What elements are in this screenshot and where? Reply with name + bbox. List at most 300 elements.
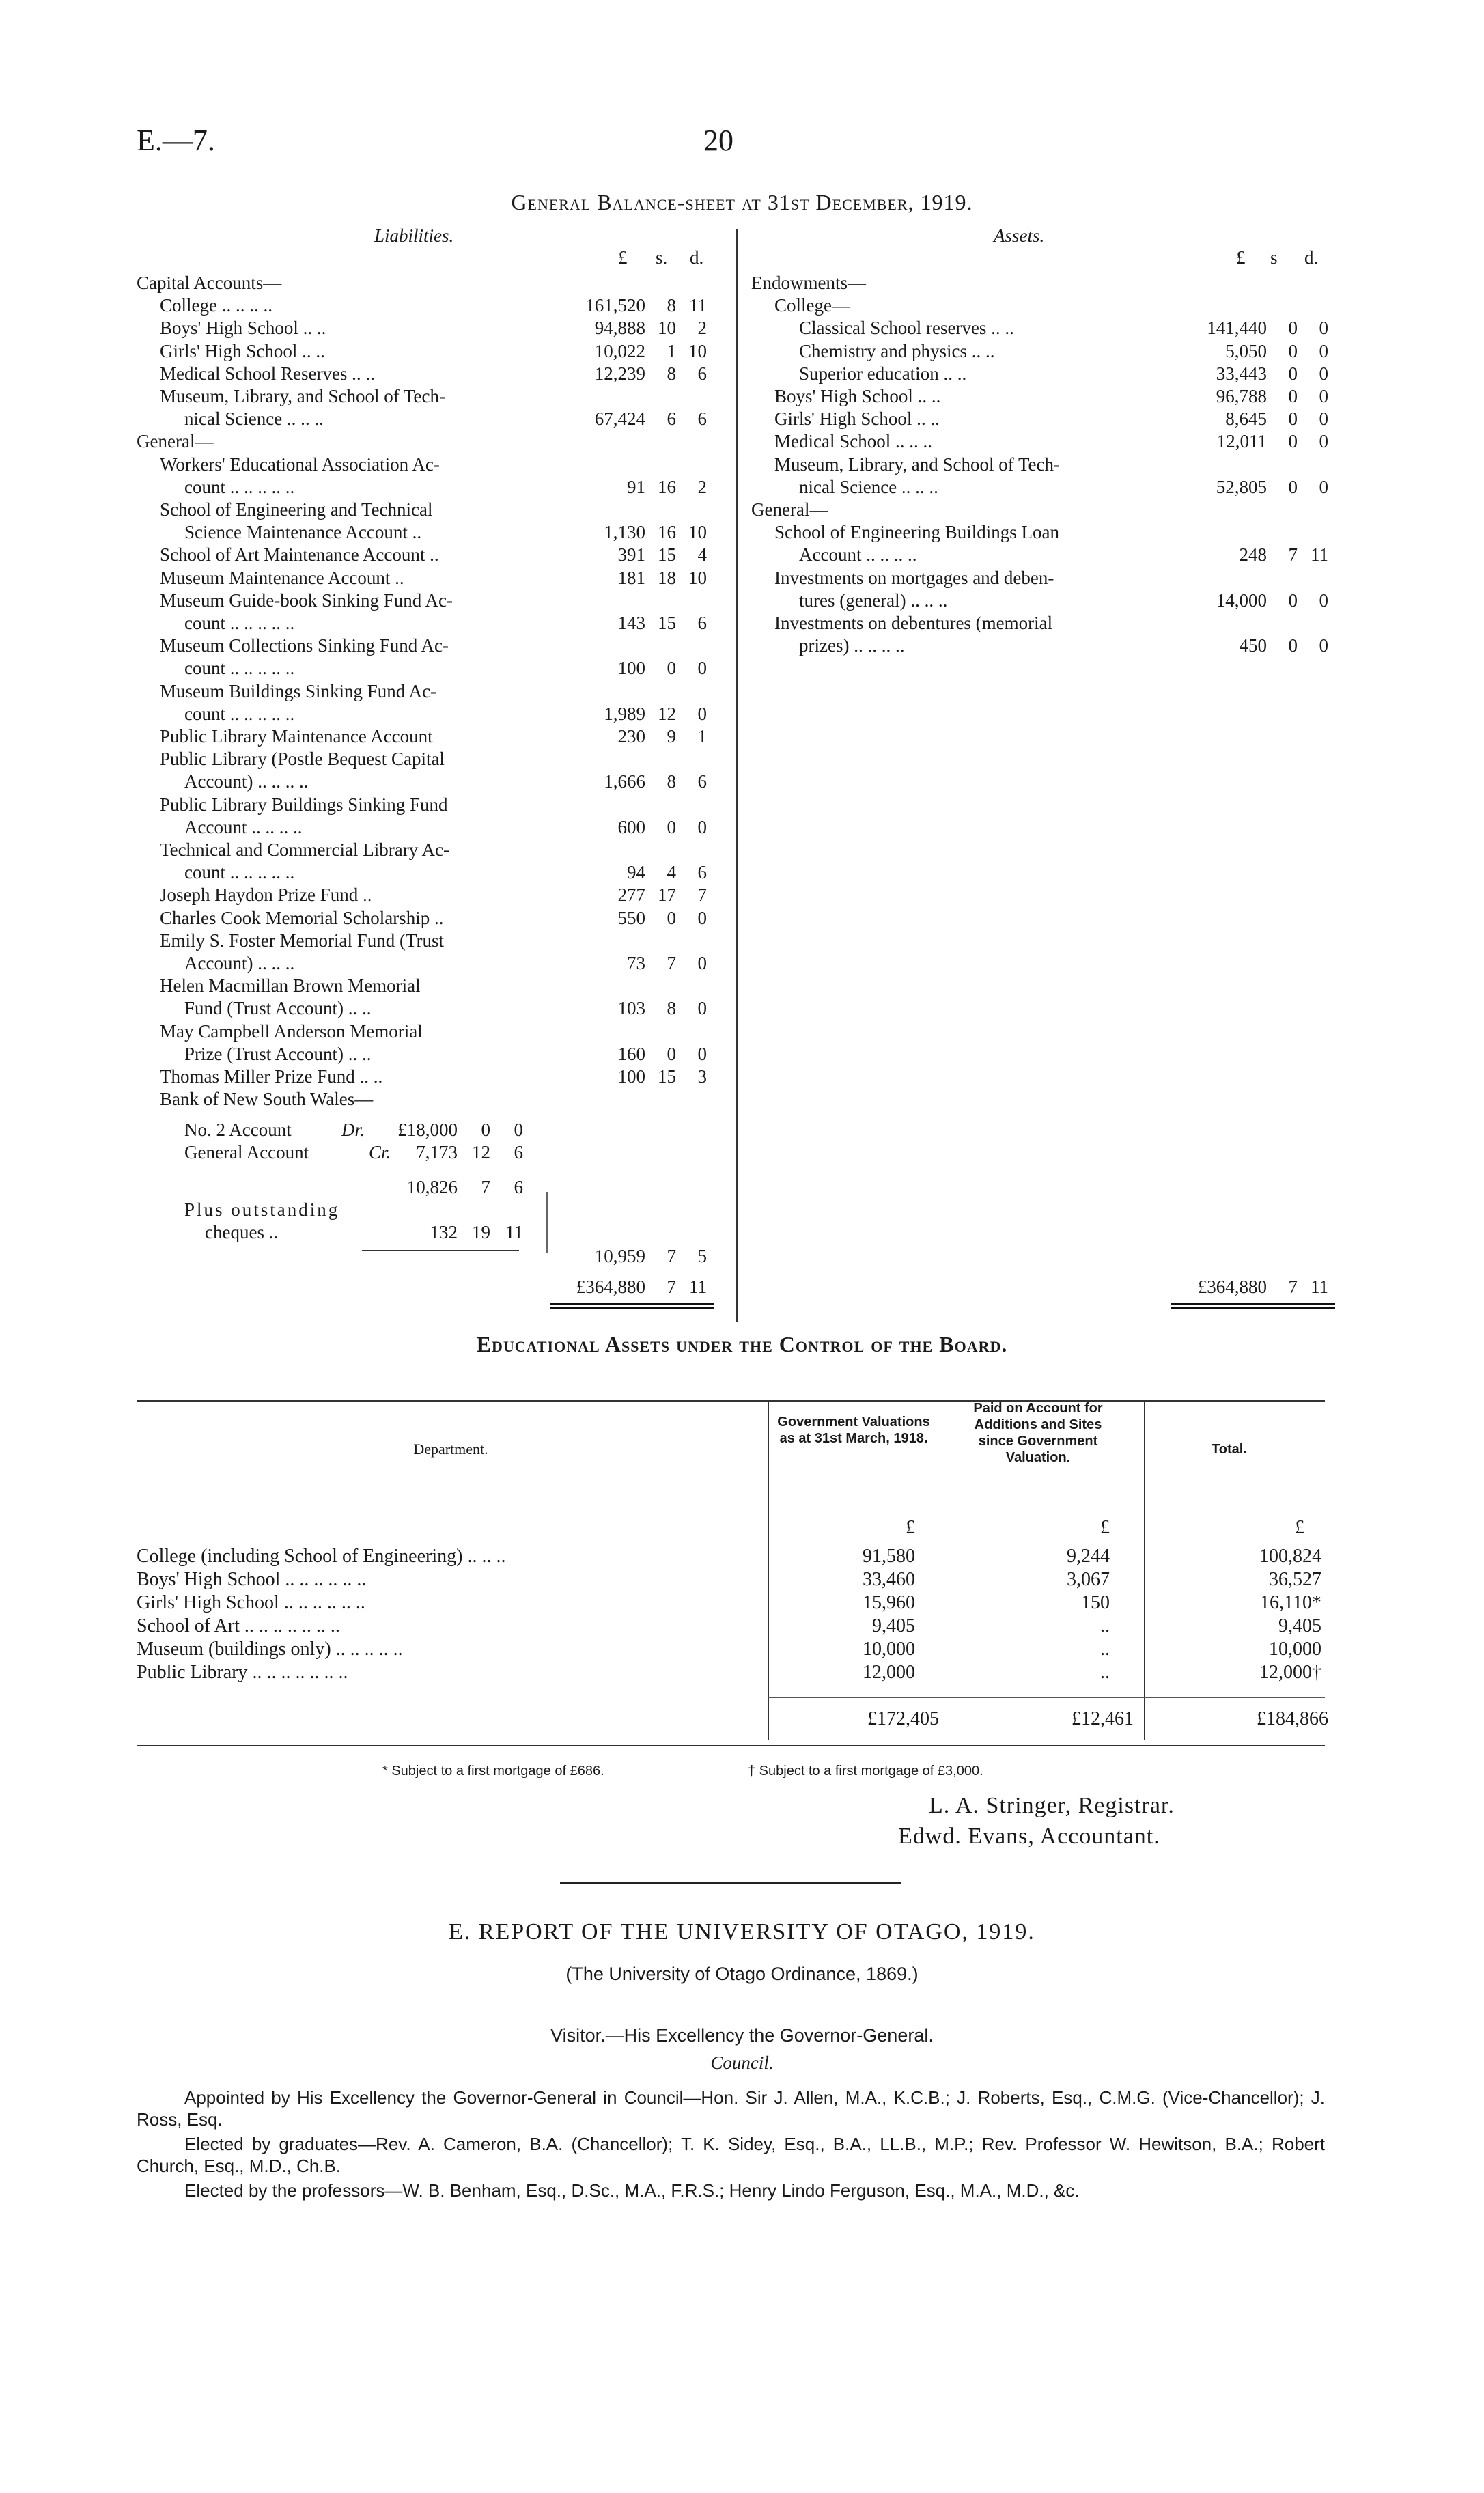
- edu-department: College (including School of Engineering) .. .. ..: [137, 1546, 506, 1567]
- liab-pence-head: d.: [690, 247, 704, 268]
- liability-label: Public Library Maintenance Account: [160, 726, 433, 747]
- edu-paid-on-account: ..: [1100, 1615, 1110, 1637]
- edu-table-row: [137, 1638, 1325, 1661]
- registrar-signature: L. A. Stringer, Registrar.: [929, 1793, 1175, 1818]
- edu-footnote-2: † Subject to a first mortgage of £3,000.: [748, 1764, 983, 1779]
- liability-pence: 6: [697, 862, 707, 883]
- liability-row: [137, 430, 717, 453]
- edu-total: 100,824: [1259, 1546, 1321, 1567]
- liability-pounds: 91: [627, 476, 645, 497]
- liability-row: [137, 544, 717, 566]
- liability-row: [137, 680, 717, 703]
- asset-row: [751, 454, 1339, 476]
- liability-pence: 3: [697, 1066, 707, 1087]
- liability-label: General—: [137, 431, 214, 452]
- liability-label: nical Science .. .. ..: [184, 408, 324, 430]
- bank-net-pounds: 10,959: [594, 1246, 645, 1266]
- asset-label: Boys' High School .. ..: [774, 386, 941, 406]
- asset-shillings: 0: [1288, 476, 1298, 497]
- liability-shillings: 0: [667, 816, 676, 837]
- asset-label: Superior education .. ..: [799, 363, 967, 384]
- edu-currency-paid: £: [1100, 1517, 1110, 1538]
- liability-pounds: 67,424: [594, 408, 645, 430]
- asset-pence: 0: [1319, 318, 1328, 339]
- asset-pence: 11: [1311, 544, 1328, 566]
- liability-pence: 10: [688, 567, 707, 588]
- asset-pence: 0: [1319, 635, 1328, 656]
- asset-pounds: 248: [1239, 544, 1267, 566]
- liability-pence: 10: [688, 522, 707, 543]
- liability-pounds: 161,520: [585, 295, 645, 316]
- liability-row: [137, 635, 717, 657]
- liability-shillings: 15: [658, 613, 676, 633]
- edu-table-row: [137, 1545, 1325, 1568]
- liability-label: Public Library Buildings Sinking Fund: [160, 794, 448, 815]
- liability-label: count .. .. .. .. ..: [184, 862, 295, 883]
- liability-pence: 10: [688, 340, 707, 361]
- asset-row: [751, 363, 1339, 385]
- liability-row: [137, 861, 717, 884]
- liability-shillings: 9: [667, 726, 676, 747]
- liability-row: [137, 997, 717, 1020]
- liability-pounds: 1,989: [604, 703, 645, 724]
- liability-shillings: 8: [667, 363, 676, 384]
- liability-row: [137, 748, 717, 770]
- cheques-label: cheques ..: [205, 1222, 279, 1242]
- asset-label: Investments on debentures (memorial: [774, 613, 1053, 633]
- asset-pounds: 14,000: [1216, 589, 1267, 611]
- liability-pounds: 94,888: [594, 318, 645, 339]
- asset-pence: 0: [1319, 476, 1328, 497]
- bank-account-no2-label: No. 2 Account: [184, 1119, 292, 1140]
- liability-pence: 7: [697, 885, 707, 906]
- edu-department: Public Library .. .. .. .. .. .. ..: [137, 1662, 348, 1683]
- asset-row: [751, 476, 1339, 499]
- bank-account-no2-shillings: 0: [481, 1119, 490, 1140]
- asset-label: prizes) .. .. .. ..: [799, 635, 905, 656]
- balance-sheet-title: General Balance-sheet at 31st December, 1919.: [511, 190, 973, 214]
- edu-table-row: [137, 1661, 1325, 1684]
- asset-label: Medical School .. .. ..: [774, 431, 932, 452]
- liability-pounds: 73: [627, 953, 645, 973]
- liability-label: Public Library (Postle Bequest Capital: [160, 749, 445, 770]
- bank-general-account-label: General Account: [184, 1142, 309, 1162]
- asset-pounds: 141,440: [1207, 318, 1267, 339]
- liability-pounds: 600: [617, 816, 645, 837]
- liability-pence: 1: [697, 726, 707, 747]
- bank-general-account-side: Cr.: [369, 1142, 391, 1162]
- liability-label: School of Art Maintenance Account ..: [160, 544, 439, 566]
- cheques-row: [205, 1221, 540, 1244]
- report-code: E.—7.: [137, 124, 215, 157]
- liability-shillings: 15: [658, 544, 676, 566]
- bank-account-no2-side: Dr.: [341, 1119, 365, 1140]
- liability-label: count .. .. .. .. ..: [184, 613, 295, 633]
- asset-shillings: 7: [1288, 544, 1298, 566]
- asset-label: School of Engineering Buildings Loan: [774, 522, 1059, 543]
- liability-row: [137, 363, 717, 385]
- liability-pounds: 181: [617, 567, 645, 588]
- liab-pounds-head: £: [618, 247, 628, 268]
- liability-label: Thomas Miller Prize Fund .. ..: [160, 1066, 383, 1087]
- liability-row: [137, 294, 717, 317]
- liability-pence: 4: [697, 544, 707, 566]
- accountant-signature: Edwd. Evans, Accountant.: [898, 1824, 1160, 1849]
- liability-shillings: 8: [667, 771, 676, 792]
- asset-pounds: 450: [1239, 635, 1267, 656]
- liability-shillings: 7: [667, 953, 676, 973]
- edu-table-bottom-rule: [137, 1745, 1325, 1746]
- edu-header-gov: Government Valuations as at 31st March, 1918.: [777, 1415, 930, 1446]
- liability-label: Museum Maintenance Account ..: [160, 567, 404, 588]
- asset-row: [751, 408, 1339, 430]
- liability-label: Capital Accounts—: [137, 273, 282, 293]
- liability-label: Prize (Trust Account) .. ..: [184, 1043, 372, 1064]
- edu-total: 9,405: [1278, 1615, 1321, 1637]
- liability-row: [137, 703, 717, 725]
- asset-pounds: 5,050: [1225, 340, 1267, 361]
- liability-shillings: 8: [667, 998, 676, 1019]
- cheques-pence: 11: [505, 1222, 523, 1242]
- liability-row: [137, 612, 717, 635]
- liability-pence: 0: [697, 907, 707, 928]
- liability-row: [137, 317, 717, 339]
- liability-label: Technical and Commercial Library Ac-: [160, 839, 449, 860]
- plus-outstanding-label: Plus outstanding: [184, 1199, 340, 1220]
- liability-row: [137, 272, 717, 294]
- liability-shillings: 15: [658, 1066, 676, 1087]
- section-divider: [560, 1882, 901, 1884]
- liability-pence: 6: [697, 363, 707, 384]
- bank-net-pence: 5: [697, 1246, 707, 1266]
- liability-pence: 0: [697, 703, 707, 724]
- liability-pence: 6: [697, 771, 707, 792]
- asset-row: [751, 340, 1339, 363]
- asset-pence: 0: [1319, 431, 1328, 452]
- asset-pounds: 96,788: [1216, 386, 1267, 406]
- council-graduates-paragraph: Elected by graduates—Rev. A. Cameron, B.A. (Chancellor); T. K. Sidey, Esq., B.A., LL.B., M.P.; Rev. Professor W. Hewitson, B.A.; Robert Church, Esq., M.D., Ch.B.: [137, 2134, 1325, 2176]
- bank-subtotal-pence: 6: [514, 1177, 523, 1197]
- liability-shillings: 4: [667, 862, 676, 883]
- asset-label: Chemistry and physics .. ..: [799, 340, 995, 361]
- liability-pounds: 12,239: [594, 363, 645, 384]
- liability-label: School of Engineering and Technical: [160, 499, 433, 520]
- bank-subtotal-shillings: 7: [481, 1177, 490, 1197]
- liability-shillings: 1: [667, 340, 676, 361]
- asset-row: [751, 317, 1339, 339]
- liability-shillings: 12: [658, 703, 676, 724]
- asset-label: Investments on mortgages and deben-: [774, 567, 1054, 588]
- asset-label: Endowments—: [751, 273, 866, 293]
- liability-label: Fund (Trust Account) .. ..: [184, 998, 372, 1019]
- liability-row: [137, 952, 717, 975]
- liability-label: count .. .. .. .. ..: [184, 476, 295, 497]
- asset-shillings: 0: [1288, 431, 1298, 452]
- edu-header-department: Department.: [413, 1440, 488, 1458]
- liability-label: Account) .. .. .. ..: [184, 771, 309, 792]
- edu-currency-total: £: [1295, 1517, 1304, 1538]
- bank-general-account-pence: 6: [514, 1142, 523, 1162]
- liability-row: [137, 770, 717, 793]
- edu-currency-row: [137, 1516, 1325, 1540]
- liability-row: [137, 930, 717, 952]
- liability-row: [137, 476, 717, 499]
- liability-pence: 11: [689, 295, 707, 316]
- assets-total-double-rule-2: [1171, 1307, 1335, 1309]
- liability-pence: 6: [697, 408, 707, 430]
- edu-department: School of Art .. .. .. .. .. .. ..: [137, 1615, 340, 1637]
- liability-row: [137, 1088, 717, 1111]
- subtotal-bracket: [546, 1192, 549, 1253]
- liability-row: [137, 567, 717, 589]
- liability-row: [137, 408, 717, 430]
- edu-total: 36,527: [1269, 1569, 1321, 1590]
- liability-pounds: 10,022: [594, 340, 645, 361]
- liability-pounds: 94: [627, 862, 645, 883]
- assets-heading: Assets.: [994, 225, 1045, 246]
- liability-row: [137, 657, 717, 680]
- liability-row: [137, 1066, 717, 1088]
- edu-paid-on-account: 150: [1081, 1592, 1110, 1613]
- assets-total-shillings: 7: [1288, 1277, 1298, 1297]
- edu-paid-on-account: ..: [1100, 1639, 1110, 1660]
- asset-row: [751, 635, 1339, 657]
- asset-pence: 0: [1319, 589, 1328, 611]
- edu-paid-on-account: 9,244: [1067, 1546, 1110, 1567]
- liability-pence: 2: [697, 318, 707, 339]
- asset-pence: 0: [1319, 408, 1328, 430]
- edu-table-row: [137, 1615, 1325, 1638]
- edu-gov-valuation: 91,580: [863, 1546, 915, 1567]
- liabilities-total-pounds: £364,880: [576, 1277, 645, 1297]
- liab-total-double-rule: [550, 1303, 714, 1305]
- asset-row: [751, 589, 1339, 612]
- asset-row: [751, 544, 1339, 566]
- asset-shillings: 0: [1288, 386, 1298, 406]
- liability-row: [137, 454, 717, 476]
- assets-total: [1168, 1276, 1332, 1298]
- asset-row: [751, 521, 1339, 544]
- asset-shillings: 0: [1288, 363, 1298, 384]
- edu-footnote-1: * Subject to a first mortgage of £686.: [382, 1764, 604, 1779]
- edu-table-row: [137, 1568, 1325, 1591]
- edu-header-total: Total.: [1212, 1442, 1247, 1457]
- liability-row: [137, 521, 717, 544]
- liability-row: [137, 340, 717, 363]
- edu-total: 10,000: [1269, 1639, 1321, 1660]
- asset-label: Girls' High School .. ..: [774, 408, 940, 430]
- liability-label: Workers' Educational Association Ac-: [160, 454, 440, 475]
- liability-shillings: 6: [667, 408, 676, 430]
- edu-gov-valuation: 15,960: [863, 1592, 915, 1613]
- edu-gov-valuation: 10,000: [863, 1639, 915, 1660]
- liability-label: Medical School Reserves .. ..: [160, 363, 375, 384]
- asset-label: Account .. .. .. ..: [799, 544, 917, 566]
- bank-account-no2-pounds: £18,000: [397, 1119, 458, 1140]
- asset-row: [751, 294, 1339, 317]
- liability-label: Girls' High School .. ..: [160, 340, 325, 361]
- assets-total-double-rule: [1171, 1303, 1335, 1305]
- edu-header-paid: Paid on Account for Additions and Sites since Government Valuation.: [973, 1401, 1103, 1465]
- liability-row: [137, 725, 717, 748]
- bank-general-account-pounds: 7,173: [416, 1142, 458, 1162]
- bank-subtotal-pounds: 10,826: [406, 1177, 458, 1197]
- asset-label: Museum, Library, and School of Tech-: [774, 454, 1061, 475]
- council-appointed-paragraph: Appointed by His Excellency the Governor-General in Council—Hon. Sir J. Allen, M.A., K.C.B.; J. Roberts, Esq., C.M.G. (Vice-Chancellor); J. Ross, Esq.: [137, 2087, 1325, 2130]
- bank-account-no2: [184, 1119, 540, 1141]
- asset-pence: 0: [1319, 363, 1328, 384]
- liability-label: Museum Guide-book Sinking Fund Ac-: [160, 589, 453, 611]
- assets-pence-head: d.: [1304, 247, 1319, 268]
- liability-shillings: 16: [658, 522, 676, 543]
- edu-department: Museum (buildings only) .. .. .. .. ..: [137, 1639, 403, 1660]
- asset-row: [751, 499, 1339, 521]
- liability-label: count .. .. .. .. ..: [184, 658, 295, 679]
- asset-row: [751, 430, 1339, 453]
- liability-pence: 0: [697, 658, 707, 679]
- asset-row: [751, 272, 1339, 294]
- liability-row: [137, 794, 717, 816]
- liab-shillings-head: s.: [656, 247, 668, 268]
- liability-shillings: 8: [667, 295, 676, 316]
- cheques-rule: [362, 1250, 519, 1251]
- edu-gov-valuation: 9,405: [872, 1615, 915, 1637]
- plus-outstanding: [184, 1199, 540, 1221]
- liability-label: count .. .. .. .. ..: [184, 703, 295, 724]
- asset-pence: 0: [1319, 386, 1328, 406]
- liability-shillings: 16: [658, 476, 676, 497]
- liability-shillings: 18: [658, 567, 676, 588]
- liabilities-total-shillings: 7: [667, 1277, 676, 1297]
- edu-total-paid: £12,461: [1072, 1708, 1134, 1729]
- liability-pounds: 277: [617, 885, 645, 906]
- liability-pounds: 391: [617, 544, 645, 566]
- liability-row: [137, 589, 717, 612]
- liabilities-total-pence: 11: [689, 1277, 707, 1297]
- edu-department: Girls' High School .. .. .. .. .. ..: [137, 1592, 365, 1613]
- liability-row: [137, 884, 717, 906]
- asset-shillings: 0: [1288, 340, 1298, 361]
- liability-label: Account .. .. .. ..: [184, 816, 303, 837]
- page-number: 20: [703, 124, 733, 157]
- liability-pence: 0: [697, 1043, 707, 1064]
- liability-shillings: 0: [667, 658, 676, 679]
- bank-net-shillings: 7: [667, 1246, 676, 1266]
- assets-total-pounds: £364,880: [1197, 1277, 1267, 1297]
- liability-pounds: 1,130: [604, 522, 645, 543]
- asset-row: [751, 385, 1339, 408]
- liabilities-heading: Liabilities.: [374, 225, 454, 246]
- liability-label: Museum Collections Sinking Fund Ac-: [160, 635, 449, 656]
- liability-pounds: 100: [617, 1066, 645, 1087]
- liability-label: Museum, Library, and School of Tech-: [160, 386, 446, 406]
- asset-label: College—: [774, 295, 850, 316]
- asset-label: tures (general) .. .. ..: [799, 589, 948, 611]
- edu-department: Boys' High School .. .. .. .. .. ..: [137, 1569, 367, 1590]
- liability-shillings: 17: [658, 885, 676, 906]
- liability-row: [137, 1020, 717, 1043]
- asset-label: General—: [751, 499, 828, 520]
- liability-pence: 0: [697, 998, 707, 1019]
- assets-pounds-head: £: [1236, 247, 1246, 268]
- educational-assets-title: Educational Assets under the Control of the Board.: [476, 1332, 1008, 1356]
- visitor-line: Visitor.—His Excellency the Governor-General.: [550, 2025, 934, 2046]
- liability-label: Account) .. .. ..: [184, 953, 295, 973]
- edu-total: 16,110*: [1260, 1592, 1321, 1613]
- liability-label: Joseph Haydon Prize Fund ..: [160, 885, 372, 906]
- liab-total-double-rule-2: [550, 1307, 714, 1309]
- asset-label: nical Science .. .. ..: [799, 476, 938, 497]
- asset-row: [751, 567, 1339, 589]
- asset-label: Classical School reserves .. ..: [799, 318, 1014, 339]
- liability-row: [137, 839, 717, 861]
- liability-shillings: 0: [667, 907, 676, 928]
- liability-pence: 0: [697, 816, 707, 837]
- edu-total-gov: £172,405: [867, 1708, 939, 1729]
- edu-gov-valuation: 33,460: [863, 1569, 915, 1590]
- asset-shillings: 0: [1288, 635, 1298, 656]
- edu-totals-rule: [768, 1697, 1325, 1698]
- asset-shillings: 0: [1288, 589, 1298, 611]
- asset-pounds: 8,645: [1225, 408, 1267, 430]
- cheques-shillings: 19: [472, 1222, 490, 1242]
- edu-total-total: £184,866: [1257, 1708, 1328, 1729]
- edu-totals-row: [137, 1708, 1328, 1731]
- liability-pounds: 143: [617, 613, 645, 633]
- asset-shillings: 0: [1288, 408, 1298, 430]
- liability-row: [137, 816, 717, 839]
- asset-pounds: 33,443: [1216, 363, 1267, 384]
- asset-row: [751, 612, 1339, 635]
- liability-label: Emily S. Foster Memorial Fund (Trust: [160, 930, 445, 951]
- liability-pounds: 550: [617, 907, 645, 928]
- edu-table-row: [137, 1591, 1325, 1615]
- otago-report-title: E. REPORT OF THE UNIVERSITY OF OTAGO, 1919.: [449, 1919, 1035, 1945]
- liability-label: Bank of New South Wales—: [160, 1089, 374, 1110]
- liability-label: College .. .. .. ..: [160, 295, 272, 316]
- liability-row: [137, 975, 717, 997]
- bank-general-account: [184, 1141, 540, 1164]
- assets-shillings-head: s: [1270, 247, 1278, 268]
- liability-row: [137, 499, 717, 521]
- edu-table-top-rule: [137, 1400, 1325, 1402]
- liability-label: Science Maintenance Account ..: [184, 522, 422, 543]
- edu-gov-valuation: 12,000: [863, 1662, 915, 1683]
- asset-pence: 0: [1319, 340, 1328, 361]
- liability-pounds: 100: [617, 658, 645, 679]
- liability-label: Helen Macmillan Brown Memorial: [160, 975, 421, 997]
- liability-label: Boys' High School .. ..: [160, 318, 326, 339]
- liability-pounds: 103: [617, 998, 645, 1019]
- asset-pounds: 52,805: [1216, 476, 1267, 497]
- liability-pence: 6: [697, 613, 707, 633]
- liability-pounds: 230: [617, 726, 645, 747]
- edu-paid-on-account: ..: [1100, 1662, 1110, 1683]
- column-divider: [736, 229, 738, 1322]
- bank-net: [546, 1245, 710, 1268]
- edu-paid-on-account: 3,067: [1067, 1569, 1110, 1590]
- liabilities-total: [546, 1276, 710, 1298]
- liability-shillings: 0: [667, 1043, 676, 1064]
- council-heading: Council.: [710, 2052, 774, 2073]
- edu-total: 12,000†: [1259, 1662, 1321, 1683]
- bank-account-no2-pence: 0: [514, 1119, 523, 1140]
- council-professors-paragraph: Elected by the professors—W. B. Benham, Esq., D.Sc., M.A., F.R.S.; Henry Lindo Ferguson, Esq., M.A., M.D., &c.: [184, 2180, 1080, 2201]
- liability-pence: 2: [697, 476, 707, 497]
- liability-label: Museum Buildings Sinking Fund Ac-: [160, 680, 437, 701]
- otago-report-subtitle: (The University of Otago Ordinance, 1869.): [565, 1964, 919, 1984]
- asset-shillings: 0: [1288, 318, 1298, 339]
